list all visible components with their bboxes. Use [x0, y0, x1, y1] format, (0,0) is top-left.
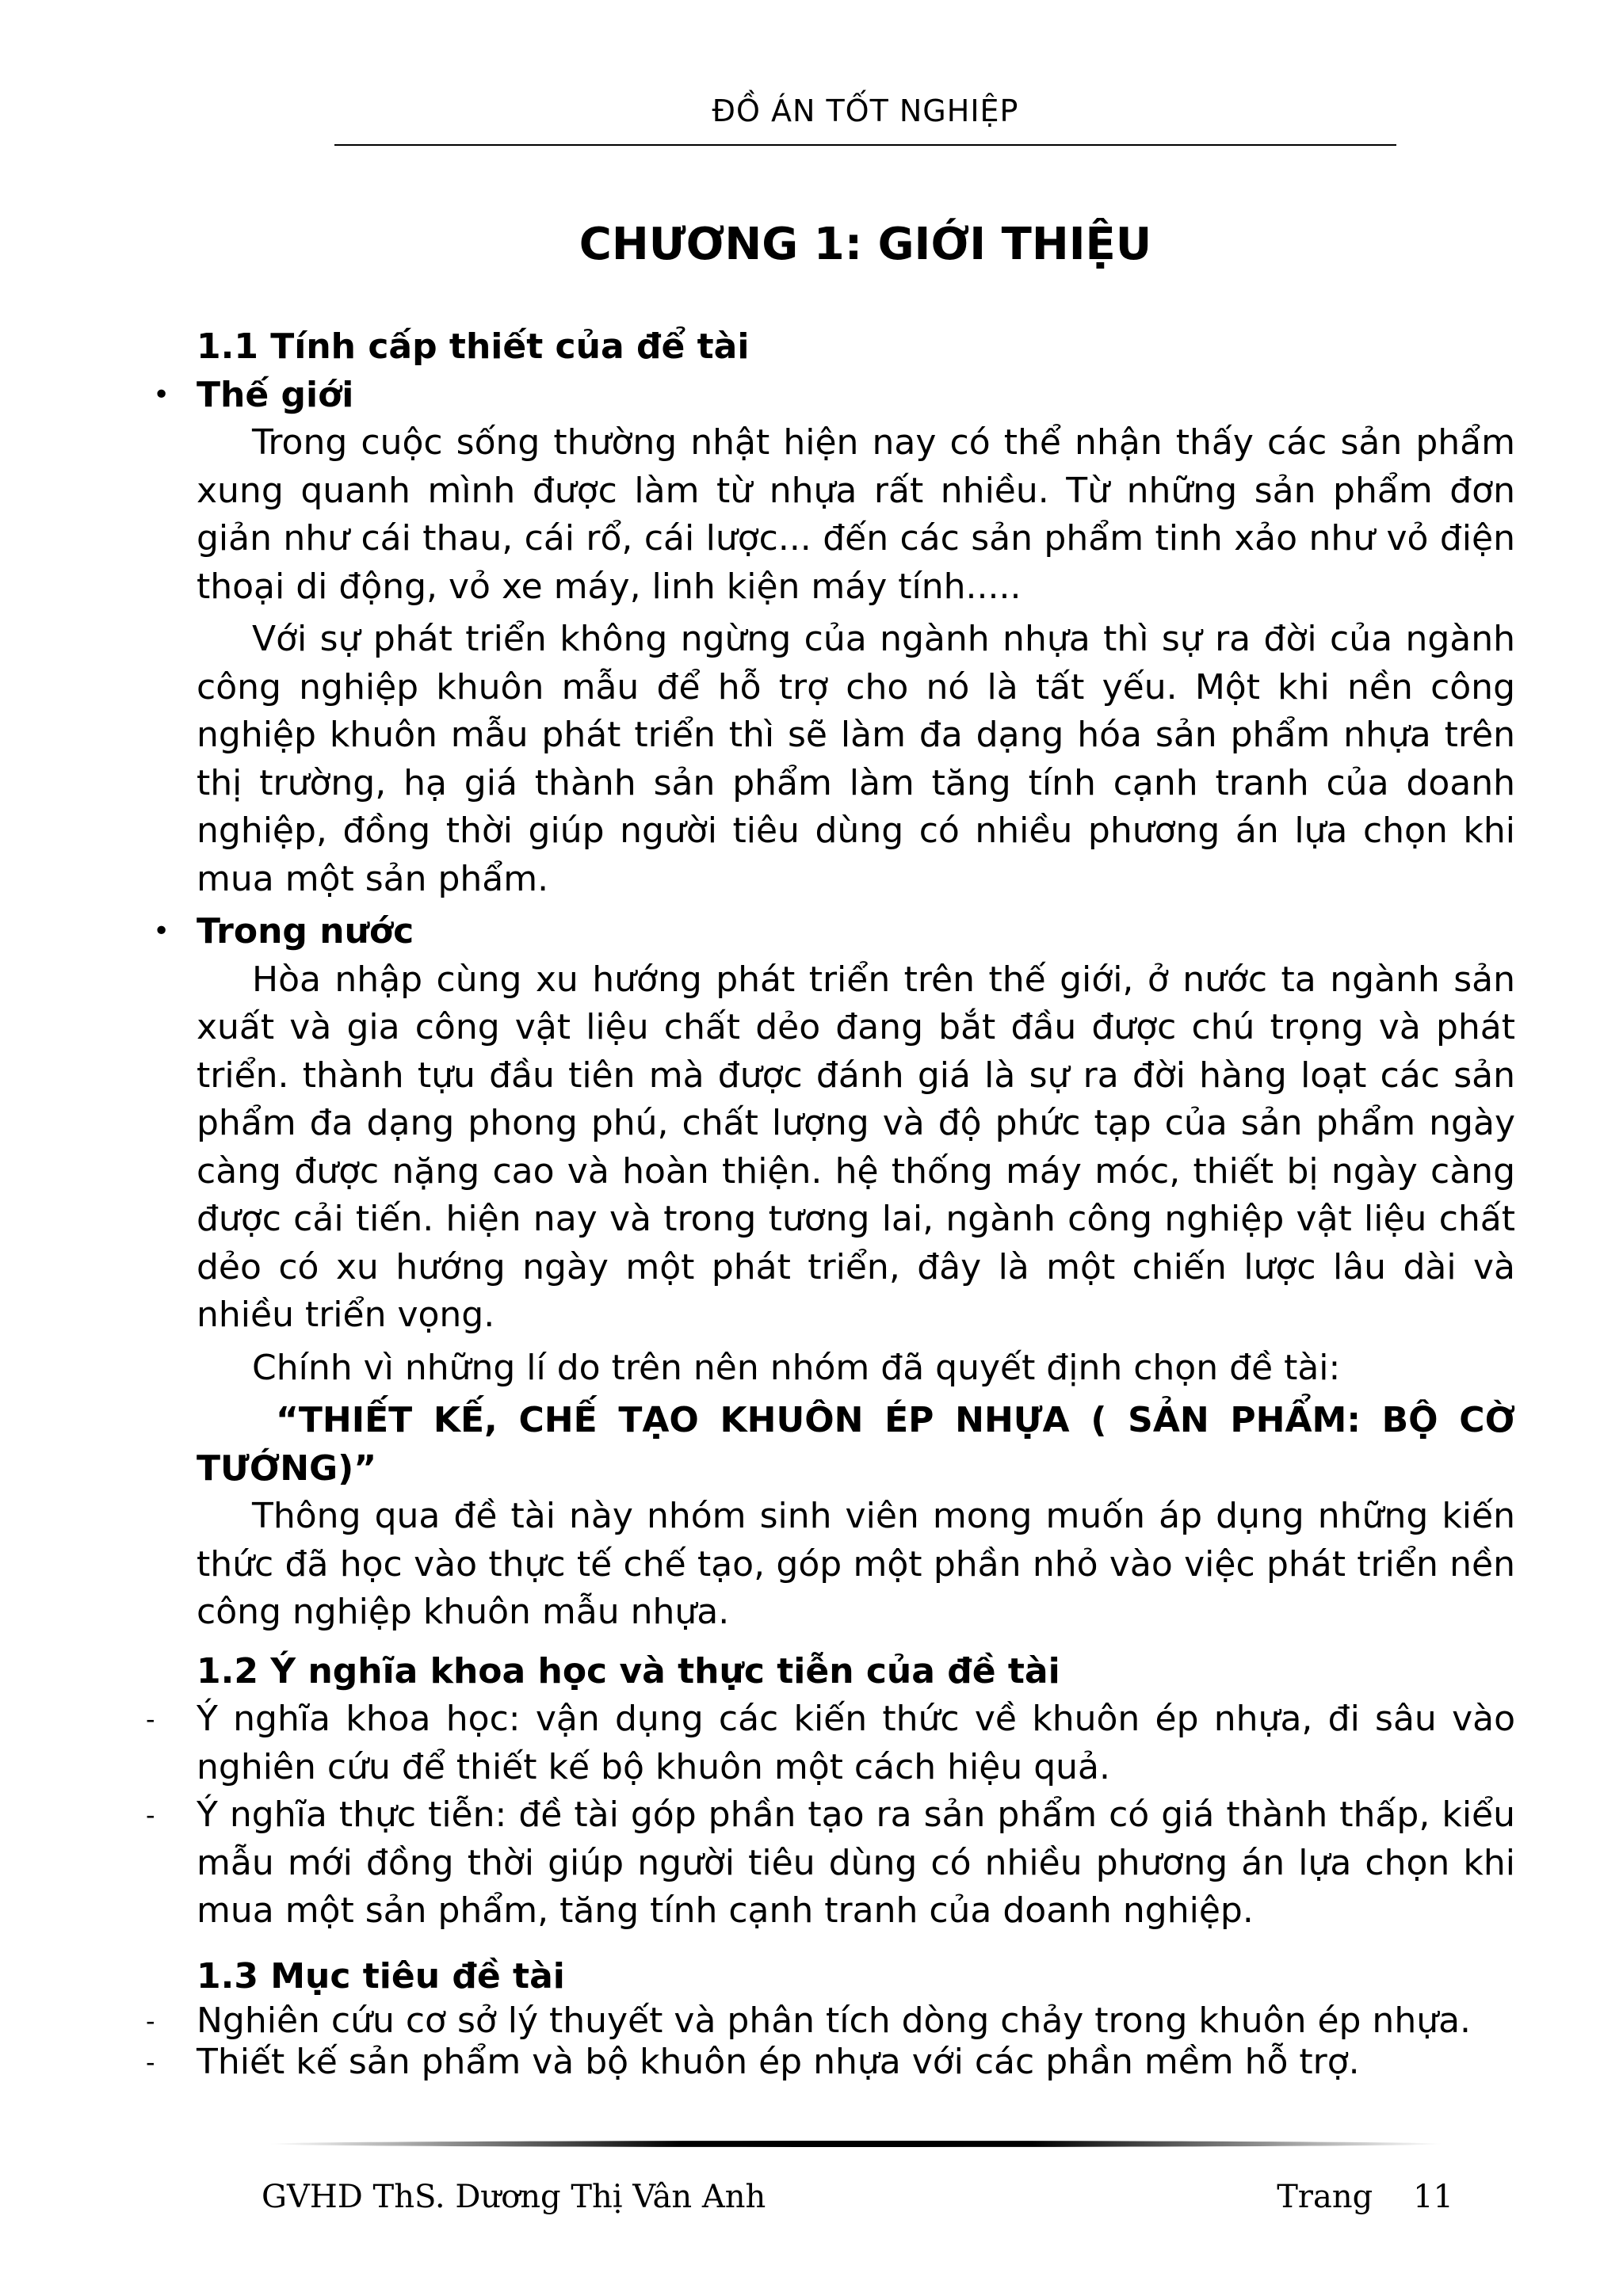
project-topic-title: “THIẾT KẾ, CHẾ TẠO KHUÔN ÉP NHỰA ( SẢN PHẨM: BỘ CỜ TƯỚNG)” — [197, 1400, 1515, 1489]
bullet-domestic — [153, 908, 1515, 956]
list-item — [146, 2000, 1515, 2042]
page-content — [146, 323, 1515, 2083]
paragraph: Chính vì những lí do trên nên nhóm đã quyết định chọn đề tài: — [252, 1347, 1341, 1388]
section-1-2-heading: 1.2 Ý nghĩa khoa học và thực tiễn của đề tài — [197, 1650, 1060, 1691]
section-1-1-heading: 1.1 Tính cấp thiết của để tài — [197, 326, 750, 367]
page-label: Trang — [1277, 2179, 1373, 2215]
list-item — [146, 2042, 1515, 2083]
section-1-3-heading: 1.3 Mục tiêu đề tài — [197, 1955, 565, 1997]
paragraph: Thông qua đề tài này nhóm sinh viên mong muốn áp dụng những kiến thức đã học vào thực tế chế tạo, góp một phần nhỏ vào việc phát triển nền công nghiệp khuôn mẫu nhựa. — [197, 1496, 1515, 1632]
page-number: 11 — [1413, 2179, 1453, 2215]
dash-icon: - — [146, 1704, 155, 1734]
chapter-title: CHƯƠNG 1: GIỚI THIỆU — [579, 219, 1152, 270]
list-item-text: Thiết kế sản phẩm và bộ khuôn ép nhựa với các phần mềm hỗ trợ. — [197, 2042, 1360, 2082]
paragraph: Trong cuộc sống thường nhật hiện nay có thể nhận thấy các sản phẩm xung quanh mình được làm từ nhựa rất nhiều. Từ những sản phẩm đơn giản như cái thau, cái rổ, cái lược... đến các sản phẩm tinh xảo như vỏ điện thoại di động, vỏ xe máy, linh kiện máy tính..... — [197, 422, 1515, 607]
dash-icon: - — [146, 1800, 155, 1830]
list-item-text: Ý nghĩa thực tiễn: đề tài góp phần tạo ra sản phẩm có giá thành thấp, kiểu mẫu mới đồng thời giúp người tiêu dùng có nhiều phương án lựa chọn khi mua một sản phẩm, tăng tính cạnh tranh của doanh nghiệp. — [197, 1794, 1515, 1931]
footer-advisor: GVHD ThS. Dương Thị Vân Anh — [262, 2179, 766, 2215]
dash-icon: - — [146, 2006, 155, 2036]
list-item — [146, 1791, 1515, 1936]
bullet-icon: • — [153, 378, 170, 411]
footer-divider — [269, 2141, 1442, 2147]
list-item — [146, 1695, 1515, 1791]
dash-icon: - — [146, 2047, 155, 2077]
footer-page — [1277, 2179, 1453, 2215]
bullet-icon: • — [153, 915, 170, 948]
list-item-text: Nghiên cứu cơ sở lý thuyết và phân tích dòng chảy trong khuôn ép nhựa. — [197, 2000, 1472, 2041]
header-divider — [334, 144, 1396, 146]
bullet-domestic-label: Trong nước — [197, 911, 414, 952]
paragraph: Hòa nhập cùng xu hướng phát triển trên thế giới, ở nước ta ngành sản xuất và gia công vật liệu chất dẻo đang bắt đầu được chú trọng và phát triển. thành tựu đầu tiên mà được đánh giá là sự ra đời hàng loạt các sản phẩm đa dạng phong phú, chất lượng và độ phức tạp của sản phẩm ngày càng được nặng cao và hoàn thiện. hệ thống máy móc, thiết bị ngày càng được cải tiến. hiện nay và trong tương lai, ngành công nghiệp vật liệu chất dẻo có xu hướng ngày một phát triển, đây là một chiến lược lâu dài và nhiều triển vọng. — [197, 959, 1515, 1335]
paragraph: Với sự phát triển không ngừng của ngành nhựa thì sự ra đời của ngành công nghiệp khuôn mẫu để hỗ trợ cho nó là tất yếu. Một khi nền công nghiệp khuôn mẫu phát triển thì sẽ làm đa dạng hóa sản phẩm nhựa trên thị trường, hạ giá thành sản phẩm làm tăng tính cạnh tranh của doanh nghiệp, đồng thời giúp người tiêu dùng có nhiều phương án lựa chọn khi mua một sản phẩm. — [197, 619, 1515, 899]
document-header-title: ĐỒ ÁN TỐT NGHIỆP — [712, 93, 1019, 128]
bullet-world — [153, 372, 1515, 420]
bullet-world-label: Thế giới — [197, 374, 354, 415]
list-item-text: Ý nghĩa khoa học: vận dụng các kiến thức về khuôn ép nhựa, đi sâu vào nghiên cứu để thiết kế bộ khuôn một cách hiệu quả. — [197, 1699, 1515, 1787]
